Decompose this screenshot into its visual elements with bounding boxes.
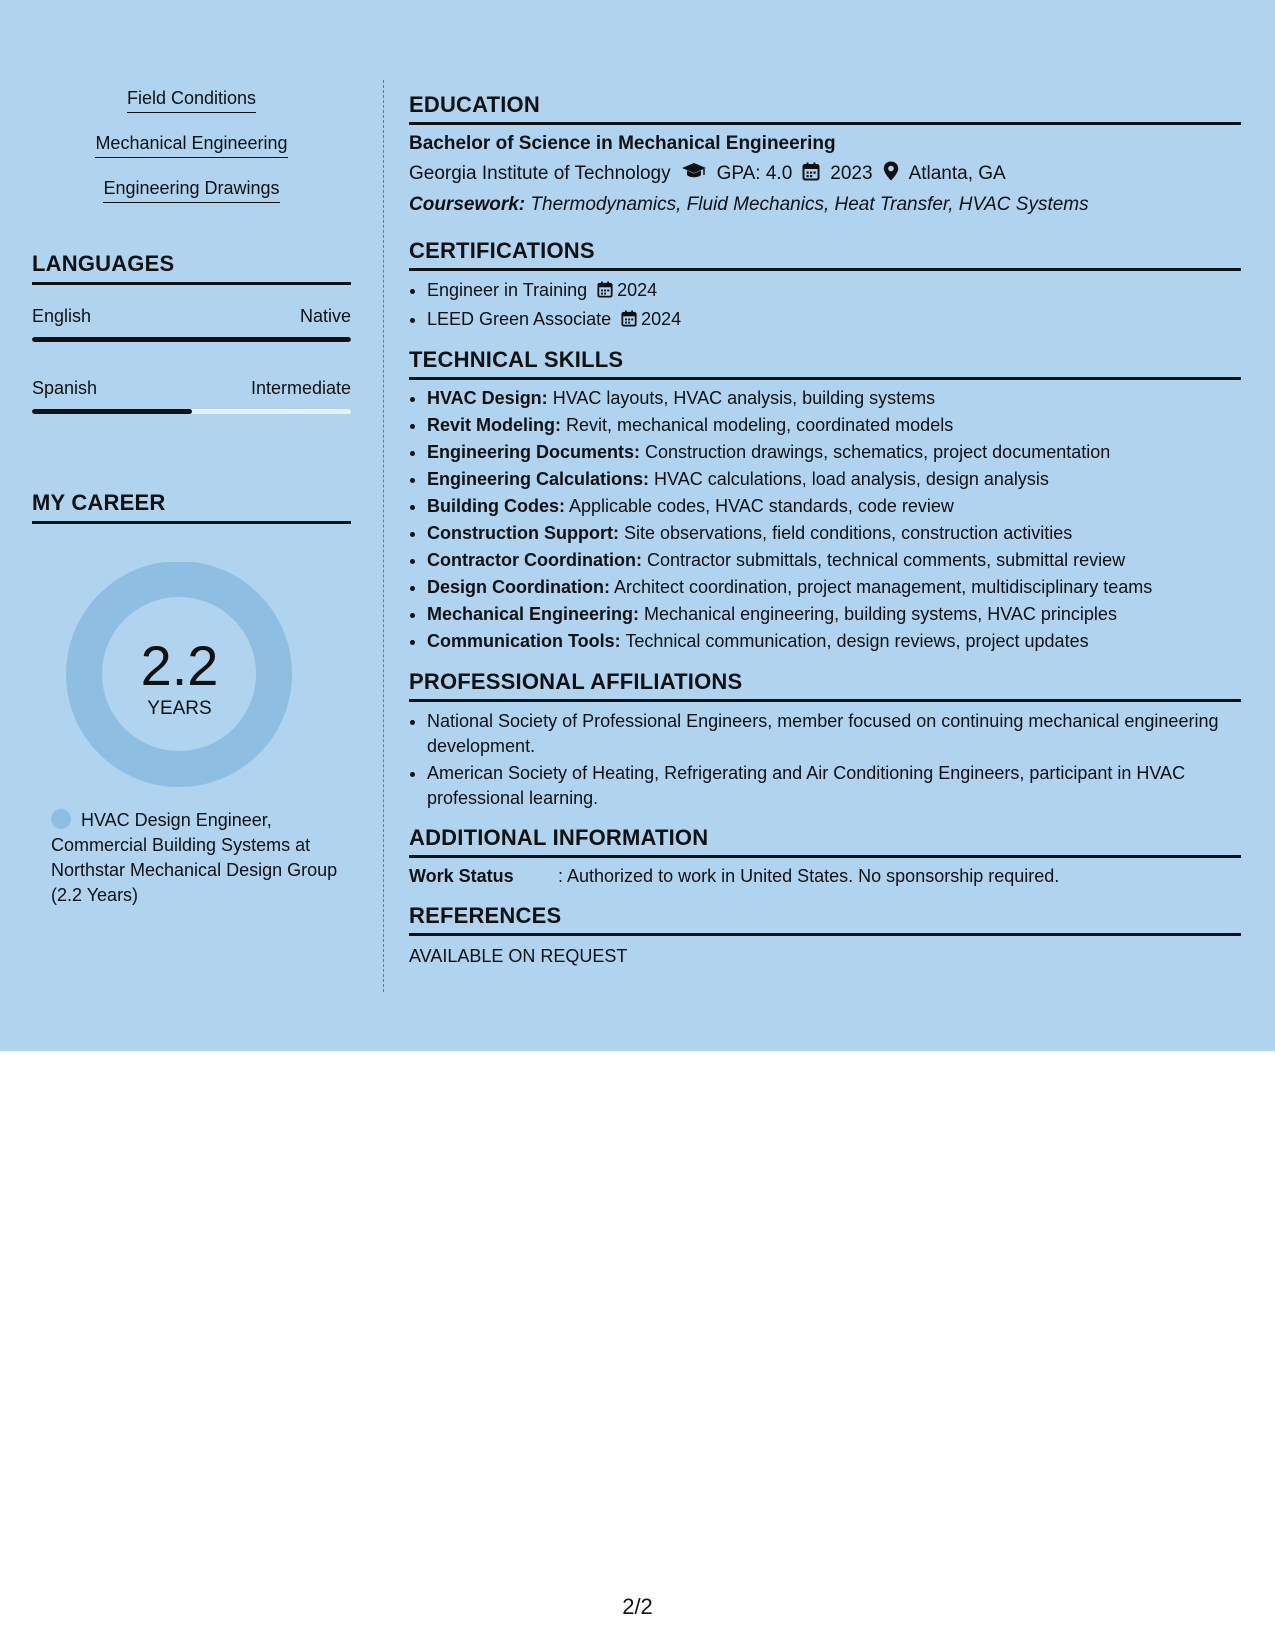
certifications-list bbox=[409, 277, 1241, 335]
languages-title: LANGUAGES bbox=[32, 251, 351, 285]
page-number: 2/2 bbox=[622, 1594, 653, 1619]
language-bar bbox=[32, 337, 351, 342]
language-bar bbox=[32, 409, 351, 414]
skill-text: Contractor submittals, technical comments, submittal review bbox=[641, 550, 1126, 570]
affiliation-item: • American Society of Heating, Refrigerating and Air Conditioning Engineers, participant in HVAC professional learning. bbox=[427, 761, 1241, 811]
calendar-icon bbox=[621, 308, 637, 335]
graduation-cap-icon bbox=[681, 162, 707, 186]
career-job-text: HVAC Design Engineer, Commercial Building Systems at Northstar Mechanical Design Group (2.2 Years) bbox=[51, 810, 338, 905]
coursework-label: Coursework: bbox=[409, 194, 526, 215]
legend-dot-icon bbox=[51, 809, 71, 829]
language-name: English bbox=[32, 306, 92, 326]
languages-section bbox=[32, 251, 351, 414]
affiliation-item: • National Society of Professional Engineers, member focused on continuing mechanical engineering development. bbox=[427, 709, 1241, 759]
education-location: Atlanta, GA bbox=[908, 163, 1006, 184]
keyword-list bbox=[32, 88, 351, 223]
career-section bbox=[32, 490, 351, 908]
main-content bbox=[409, 92, 1241, 967]
skills-section bbox=[409, 347, 1241, 655]
additional-info-title: ADDITIONAL INFORMATION bbox=[409, 825, 1241, 858]
career-title: MY CAREER bbox=[32, 490, 351, 524]
sidebar bbox=[32, 80, 351, 908]
career-total: 2.2 bbox=[140, 634, 219, 697]
skill-item bbox=[427, 466, 1241, 493]
skill-label: Construction Support: bbox=[427, 523, 619, 543]
calendar-icon bbox=[597, 279, 613, 306]
skill-label: Revit Modeling: bbox=[427, 415, 561, 435]
language-level: Intermediate bbox=[250, 378, 351, 398]
education-meta bbox=[409, 161, 1241, 187]
work-status-value: : Authorized to work in United States. No sponsorship required. bbox=[558, 866, 1060, 886]
skill-text: Technical communication, design reviews, project updates bbox=[620, 631, 1089, 651]
language-bar-fill bbox=[32, 337, 351, 342]
skills-title: TECHNICAL SKILLS bbox=[409, 347, 1241, 380]
skill-label: Communication Tools: bbox=[427, 631, 621, 651]
education-coursework bbox=[409, 194, 1241, 216]
skill-label: Building Codes: bbox=[427, 496, 565, 516]
education-title: EDUCATION bbox=[409, 92, 1241, 125]
skill-item bbox=[427, 574, 1241, 601]
education-year: 2023 bbox=[830, 163, 873, 184]
career-job bbox=[51, 808, 341, 908]
affiliations-list bbox=[409, 709, 1241, 811]
skill-label: Mechanical Engineering: bbox=[427, 604, 640, 624]
location-pin-icon bbox=[883, 161, 899, 187]
skill-item bbox=[427, 493, 1241, 520]
skill-label: Engineering Documents: bbox=[427, 442, 641, 462]
skill-text: Mechanical engineering, building systems, HVAC principles bbox=[639, 604, 1117, 624]
skill-item bbox=[427, 547, 1241, 574]
keyword: Mechanical Engineering bbox=[95, 133, 287, 158]
skill-item bbox=[427, 601, 1241, 628]
language-row bbox=[32, 378, 351, 399]
language-level: Native bbox=[299, 306, 351, 326]
work-status-row bbox=[409, 866, 1241, 887]
language-bar-fill bbox=[32, 409, 192, 414]
affiliations-section bbox=[409, 669, 1241, 811]
certifications-section bbox=[409, 238, 1241, 335]
certification-item bbox=[427, 277, 1241, 306]
skill-item bbox=[427, 628, 1241, 655]
skill-text: Revit, mechanical modeling, coordinated models bbox=[561, 415, 954, 435]
skill-label: HVAC Design: bbox=[427, 388, 548, 408]
keyword: Field Conditions bbox=[127, 88, 256, 113]
education-degree: Bachelor of Science in Mechanical Engineering bbox=[409, 133, 836, 154]
skill-item bbox=[427, 439, 1241, 466]
education-gpa: GPA: 4.0 bbox=[716, 163, 793, 184]
education-school: Georgia Institute of Technology bbox=[409, 163, 671, 184]
work-status-key: Work Status bbox=[409, 866, 514, 886]
career-unit: YEARS bbox=[147, 698, 212, 719]
certification-name: Engineer in Training bbox=[427, 280, 588, 300]
skill-text: HVAC calculations, load analysis, design analysis bbox=[649, 469, 1049, 489]
skill-item bbox=[427, 412, 1241, 439]
column-divider bbox=[383, 80, 384, 992]
calendar-icon bbox=[802, 162, 820, 187]
skill-label: Engineering Calculations: bbox=[427, 469, 650, 489]
references-text: AVAILABLE ON REQUEST bbox=[409, 946, 628, 966]
keyword: Engineering Drawings bbox=[103, 178, 279, 203]
certifications-title: CERTIFICATIONS bbox=[409, 238, 1241, 271]
language-name: Spanish bbox=[32, 378, 98, 398]
skill-label: Design Coordination: bbox=[427, 577, 610, 597]
references-title: REFERENCES bbox=[409, 903, 1241, 936]
career-ring bbox=[32, 562, 351, 822]
skill-text: Construction drawings, schematics, project documentation bbox=[640, 442, 1111, 462]
skill-item bbox=[427, 520, 1241, 547]
skill-text: HVAC layouts, HVAC analysis, building systems bbox=[547, 388, 936, 408]
references-section bbox=[409, 903, 1241, 967]
certification-year: 2024 bbox=[617, 280, 658, 300]
affiliations-title: PROFESSIONAL AFFILIATIONS bbox=[409, 669, 1241, 702]
additional-info-section bbox=[409, 825, 1241, 887]
certification-year: 2024 bbox=[641, 309, 682, 329]
skill-text: Applicable codes, HVAC standards, code review bbox=[565, 496, 954, 516]
language-row bbox=[32, 306, 351, 327]
education-section bbox=[409, 92, 1241, 216]
certification-item bbox=[427, 306, 1241, 335]
certification-name: LEED Green Associate bbox=[427, 309, 612, 329]
skill-label: Contractor Coordination: bbox=[427, 550, 642, 570]
coursework-text: Thermodynamics, Fluid Mechanics, Heat Transfer, HVAC Systems bbox=[525, 194, 1089, 215]
skill-text: Site observations, field conditions, construction activities bbox=[618, 523, 1073, 543]
skill-text: Architect coordination, project management, multidisciplinary teams bbox=[610, 577, 1153, 597]
skill-item bbox=[427, 385, 1241, 412]
skills-list bbox=[409, 385, 1241, 655]
